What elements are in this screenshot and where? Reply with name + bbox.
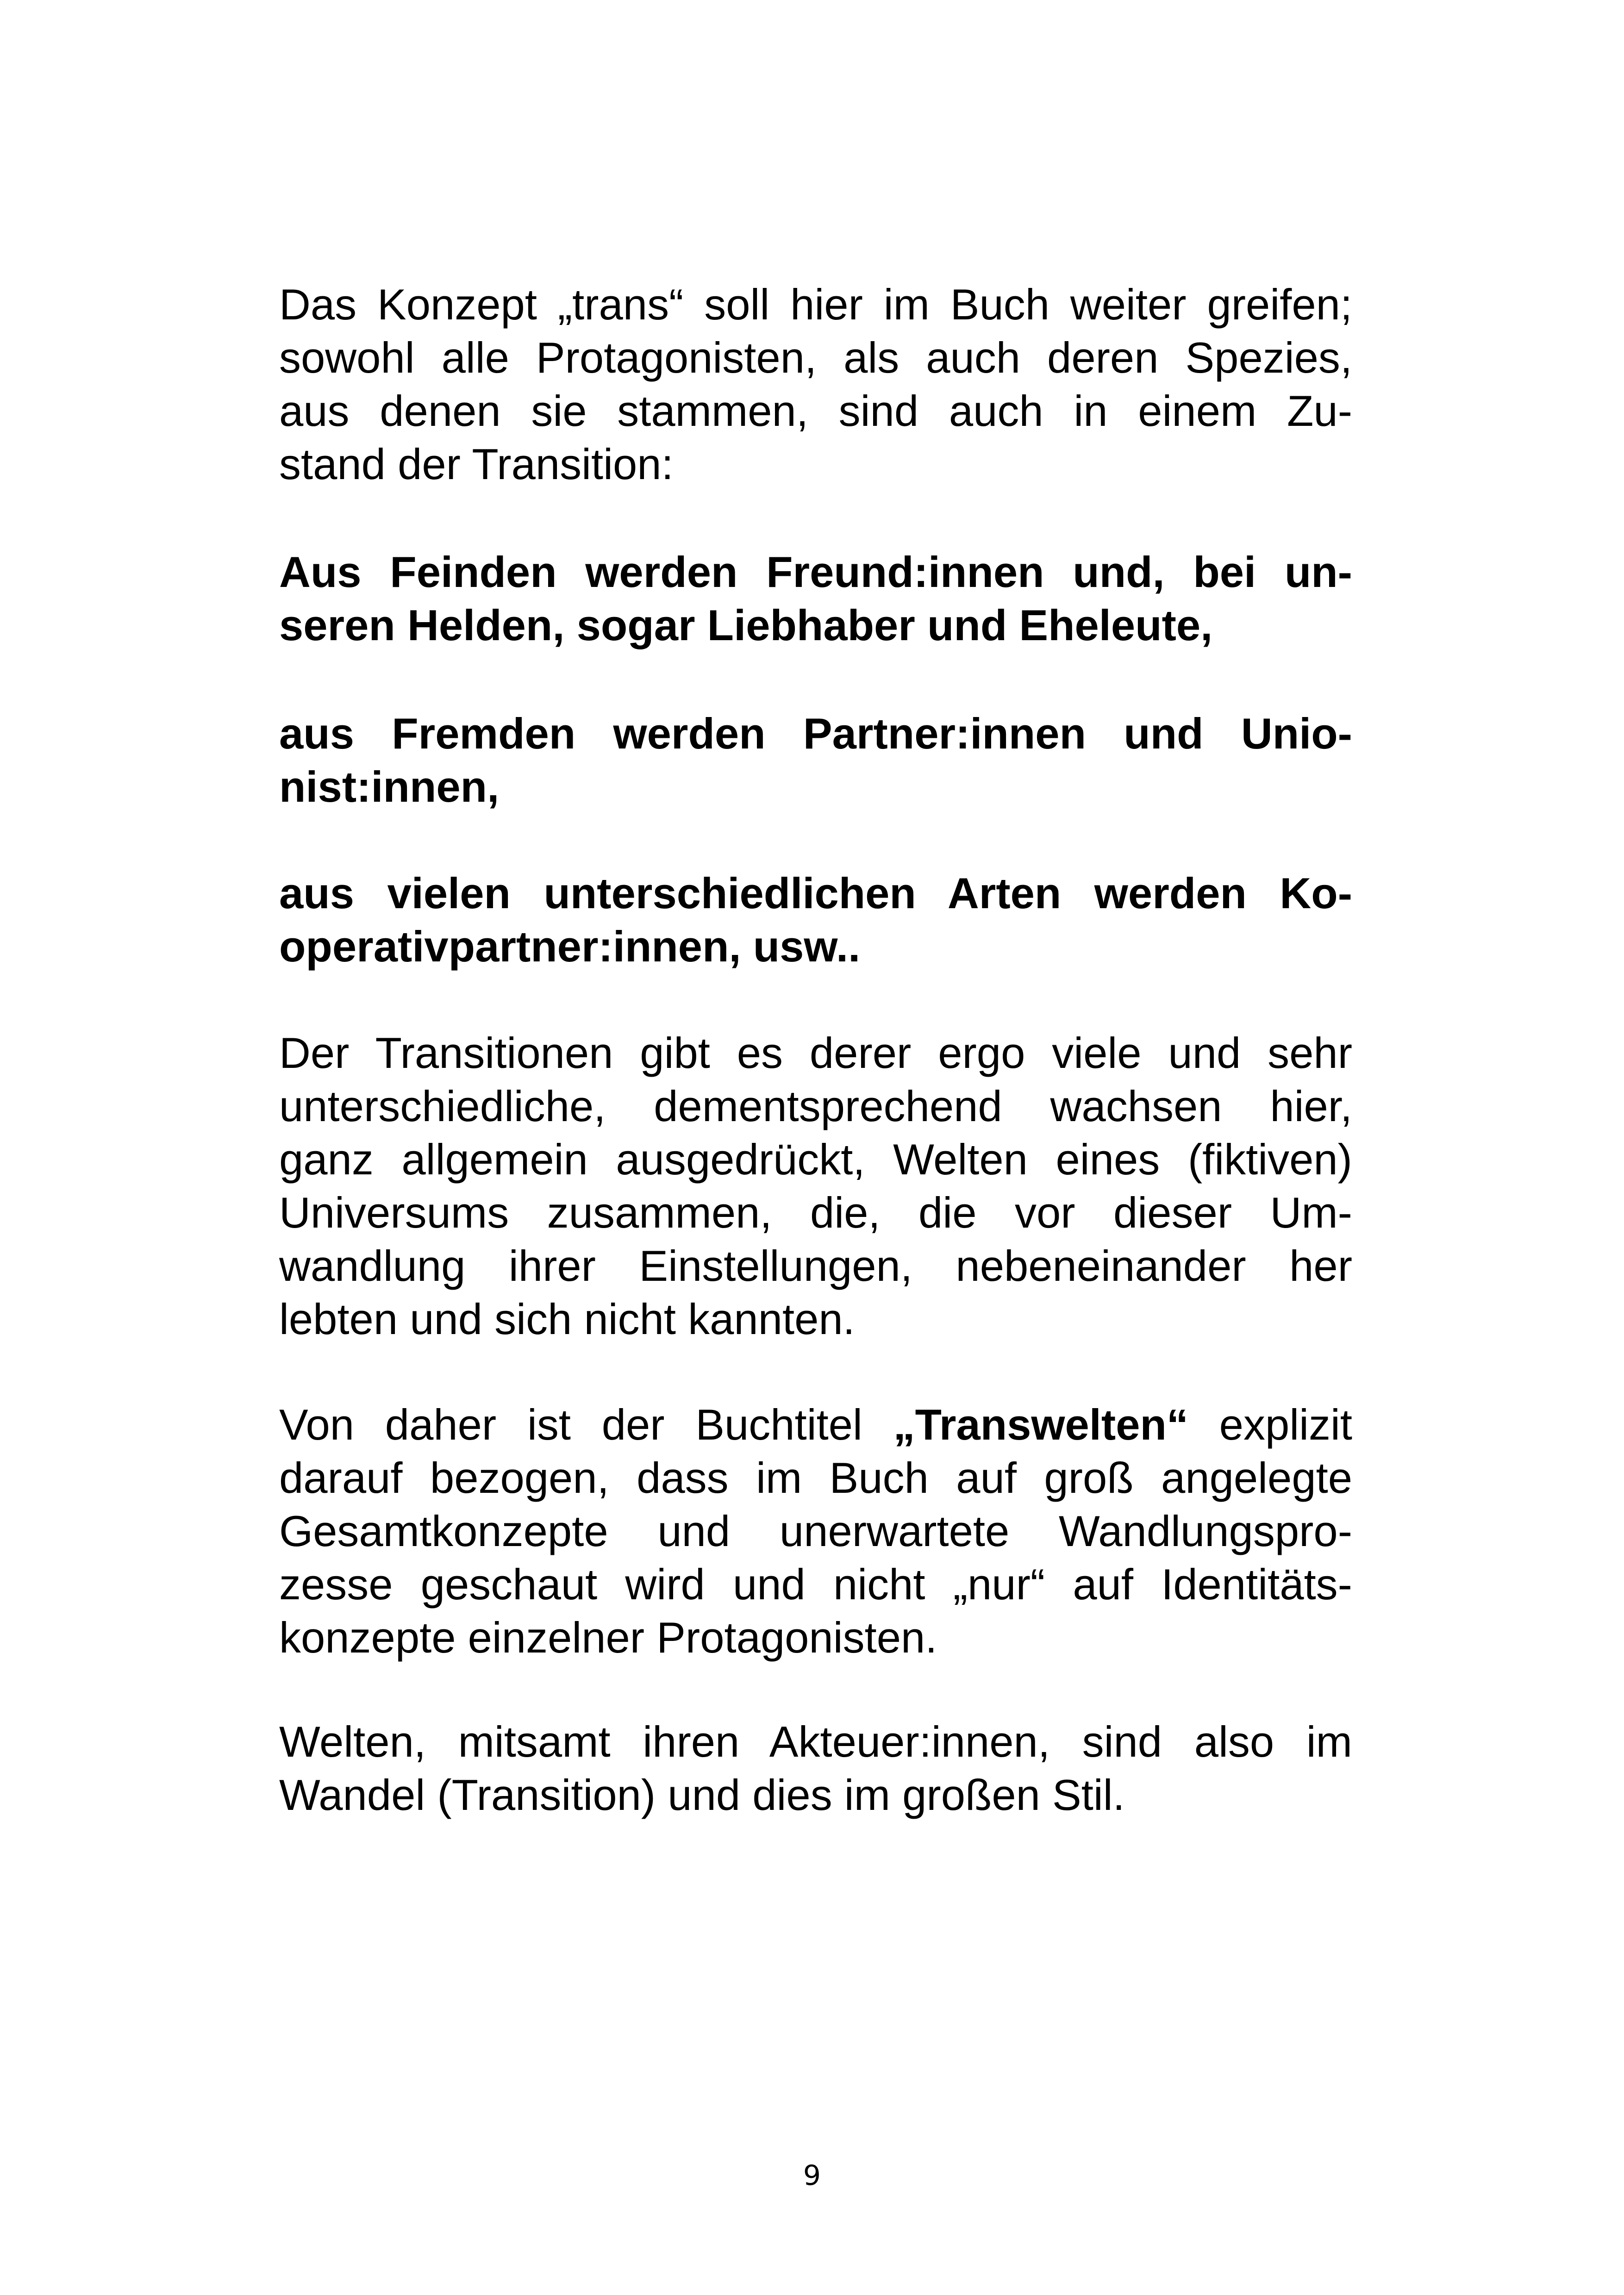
text-line: zesse geschaut wird und nicht „nur“ auf Identitäts-: [279, 1560, 1352, 1609]
text-line: Universums zusammen, die, die vor dieser Um-: [279, 1188, 1352, 1237]
text-fragment: explizit: [1219, 1400, 1352, 1449]
text-line: Gesamtkonzepte und unerwartete Wandlungspro-: [279, 1507, 1352, 1555]
paragraph-worlds-in-transition: [279, 1715, 1352, 1821]
paragraph-book-title: [279, 1398, 1352, 1664]
book-title: „Transwelten“: [893, 1400, 1188, 1449]
paragraph-trans-concept: [279, 278, 1352, 491]
text-line: wandlung ihrer Einstellungen, nebeneinander her: [279, 1241, 1352, 1290]
text-line: aus denen sie stammen, sind auch in einem Zu-: [279, 387, 1352, 435]
text-line-with-title: [279, 1398, 1352, 1451]
text-line: darauf bezogen, dass im Buch auf groß angelegte: [279, 1453, 1352, 1502]
text-line: operativpartner:innen, usw..: [279, 922, 861, 971]
text-line: nist:innen,: [279, 762, 500, 811]
text-line: Wandel (Transition) und dies im großen Stil.: [279, 1771, 1125, 1819]
text-line: konzepte einzelner Protagonisten.: [279, 1613, 937, 1662]
text-line: lebten und sich nicht kannten.: [279, 1295, 855, 1343]
paragraph-strangers-to-partners: [279, 707, 1352, 813]
text-line: unterschiedliche, dementsprechend wachsen hier,: [279, 1082, 1352, 1130]
paragraph-species-cooperation: [279, 867, 1352, 973]
text-line: Der Transitionen gibt es derer ergo viele und sehr: [279, 1029, 1352, 1077]
text-line: ganz allgemein ausgedrückt, Welten eines (fiktiven): [279, 1135, 1352, 1184]
paragraph-transitions: [279, 1026, 1352, 1346]
text-line: Das Konzept „trans“ soll hier im Buch weiter greifen;: [279, 280, 1352, 329]
text-fragment: Von daher ist der Buchtitel: [279, 1400, 862, 1449]
text-line: stand der Transition:: [279, 440, 674, 488]
paragraph-enemies-to-friends: [279, 545, 1352, 652]
page-number: 9: [803, 2159, 821, 2192]
text-line: Aus Feinden werden Freund:innen und, bei un-: [279, 548, 1352, 596]
text-line: sowohl alle Protagonisten, als auch deren Spezies,: [279, 333, 1352, 382]
text-line: aus Fremden werden Partner:innen und Unio-: [279, 709, 1352, 758]
text-line: aus vielen unterschiedlichen Arten werden Ko-: [279, 869, 1352, 917]
text-line: seren Helden, sogar Liebhaber und Eheleute,: [279, 601, 1213, 649]
text-line: Welten, mitsamt ihren Akteuer:innen, sind also im: [279, 1717, 1352, 1766]
